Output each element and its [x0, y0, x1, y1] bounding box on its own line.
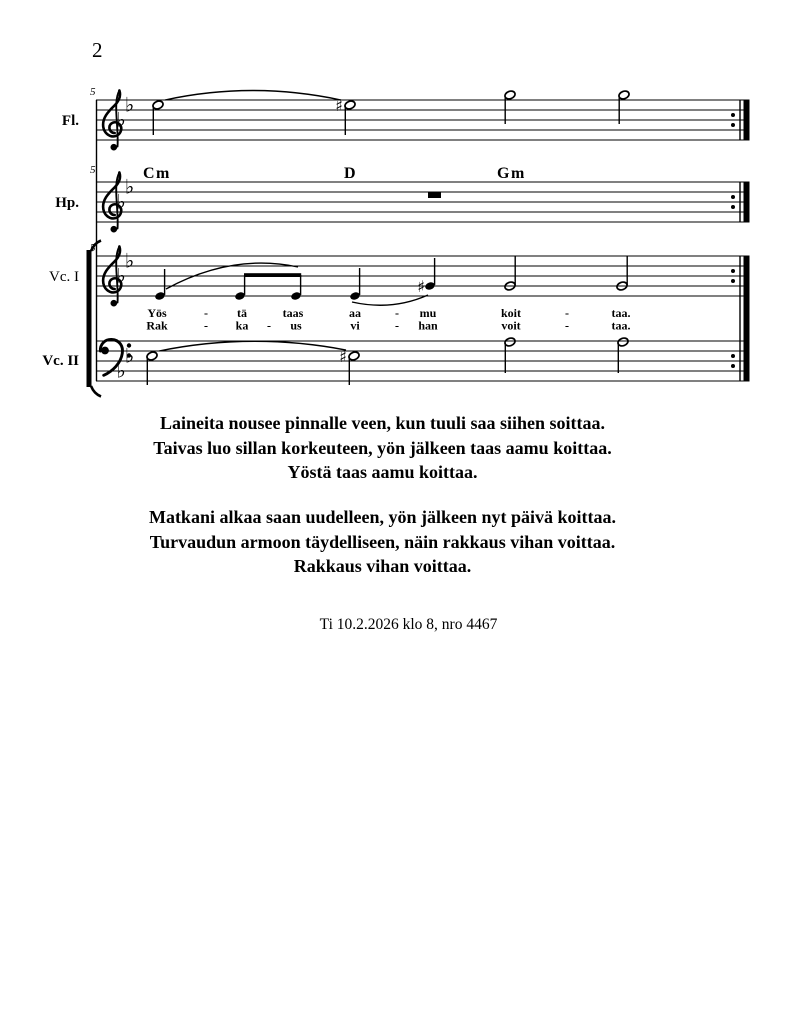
verse-1 [0, 411, 778, 485]
svg-text:-: - [267, 318, 271, 333]
end-repeat-barline-vc-group [740, 256, 750, 381]
music-system [0, 0, 791, 400]
svg-text:tä: tä [237, 306, 247, 320]
svg-text:mu: mu [419, 306, 437, 320]
svg-text:-: - [395, 318, 399, 333]
svg-text:-: - [565, 318, 569, 333]
slur [165, 91, 341, 101]
staff-bracket [87, 241, 102, 397]
instrument-label-vc1: Vc. I [49, 269, 79, 285]
whole-rest [428, 193, 441, 199]
verse-line: Turvaudun armoon täydelliseen, näin rakkaus vihan voittaa. [149, 531, 616, 552]
page-number: 2 [92, 38, 103, 62]
instrument-label-hp: Hp. [55, 195, 79, 211]
fl-notes [152, 90, 630, 135]
lyrics-line-2 [146, 319, 630, 333]
verse-line: Rakkaus vihan voittaa. [293, 556, 472, 577]
svg-text:taa.: taa. [611, 306, 631, 320]
staff-hp [55, 164, 749, 233]
svg-text:ka: ka [235, 318, 249, 333]
verse-line: Matkani alkaa saan uudelleen, yön jälkeen nyt päivä koittaa. [148, 507, 617, 527]
svg-text:taas: taas [282, 306, 304, 320]
instrument-label-fl: Fl. [61, 113, 79, 129]
svg-text:vi: vi [350, 318, 360, 333]
flat-icon: ♭ [116, 107, 126, 132]
staff-vc2 [42, 337, 749, 385]
svg-text:-: - [204, 318, 208, 333]
staff-fl [62, 86, 750, 151]
svg-text:aa: aa [349, 306, 361, 320]
verse-line: Yöstä taas aamu koittaa. [287, 462, 478, 483]
svg-text:-: - [395, 306, 399, 320]
flat-icon: ♭ [124, 343, 135, 368]
verse-line: Laineita nousee pinnalle veen, kun tuuli saa siihen soittaa. [159, 413, 606, 433]
chord-symbol: Gm [497, 165, 526, 182]
svg-text:koit: koit [500, 306, 522, 320]
vc1-notes [154, 256, 628, 305]
verse-line: Taivas luo sillan korkeuteen, yön jälkeen taas aamu koittaa. [153, 437, 612, 458]
sharp-icon: ♯ [339, 347, 347, 366]
lyrics-line-1 [147, 306, 630, 320]
svg-text:taa.: taa. [611, 318, 631, 333]
flat-icon: ♭ [116, 263, 126, 288]
beam [244, 273, 301, 277]
verse-2 [0, 505, 778, 579]
svg-text:-: - [565, 306, 569, 320]
chord-symbol: Cm [143, 165, 171, 182]
footer-date-line: Ti 10.2.2026 klo 8, nro 4467 [319, 616, 498, 633]
measure-number: 5 [90, 242, 96, 254]
svg-text:-: - [204, 306, 208, 320]
flat-icon: ♭ [116, 189, 126, 214]
measure-number: 5 [90, 86, 96, 98]
chord-symbol: D [344, 165, 358, 182]
sharp-icon: ♯ [335, 96, 343, 115]
flat-icon: ♭ [116, 358, 126, 383]
flat-icon: ♭ [124, 248, 135, 273]
flat-icon: ♭ [124, 174, 135, 199]
svg-text:us: us [290, 318, 302, 333]
svg-text:voit: voit [501, 318, 521, 333]
instrument-label-vc2: Vc. II [42, 353, 79, 369]
flat-icon: ♭ [124, 92, 135, 117]
sharp-icon: ♯ [417, 277, 425, 296]
svg-text:Rak: Rak [146, 318, 168, 333]
svg-text:han: han [418, 318, 438, 333]
measure-number: 5 [90, 164, 96, 176]
svg-text:Yös: Yös [147, 306, 167, 320]
staff-vc1 [49, 242, 750, 333]
slur [159, 341, 346, 351]
